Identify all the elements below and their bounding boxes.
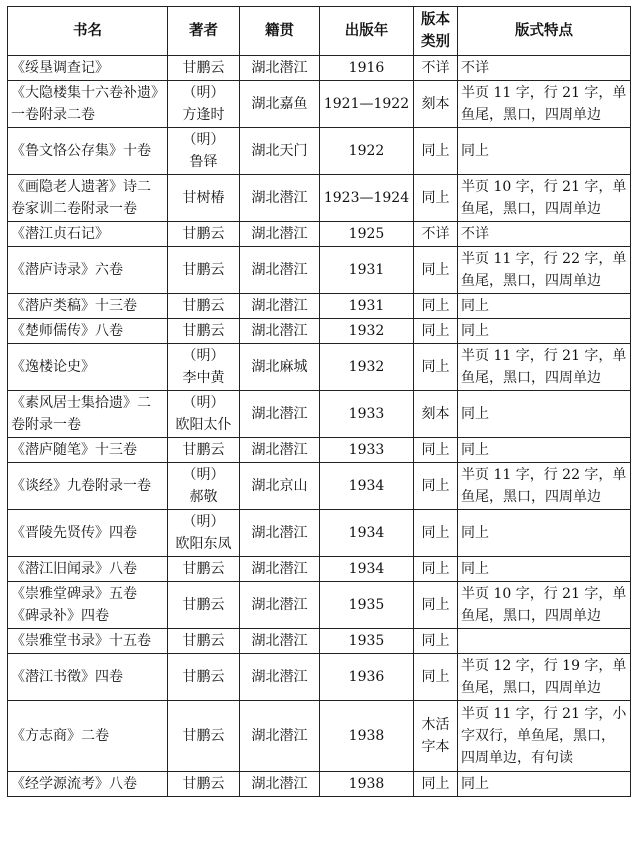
cell-title: 《谈经》九卷附录一卷: [8, 463, 168, 510]
cell-year: 1921—1922: [320, 81, 414, 128]
table-header-row: [8, 7, 631, 56]
cell-edition: 同上: [414, 463, 458, 510]
cell-format: 同上: [458, 294, 631, 319]
table-row: [8, 438, 631, 463]
cell-author-dynasty: （明）: [182, 85, 225, 101]
cell-origin: 湖北麻城: [240, 344, 320, 391]
cell-title: 《潜庐随笔》十三卷: [8, 438, 168, 463]
cell-edition: 同上: [414, 128, 458, 175]
header-title: 书名: [8, 7, 168, 56]
cell-author: 甘鹏云: [168, 629, 240, 654]
table-row: [8, 319, 631, 344]
cell-author-dynasty: （明）: [182, 514, 225, 530]
cell-format: 同上: [458, 391, 631, 438]
cell-year: 1936: [320, 654, 414, 701]
cell-edition: 木活字本: [414, 701, 458, 772]
cell-origin: 湖北嘉鱼: [240, 81, 320, 128]
cell-edition: 同上: [414, 344, 458, 391]
cell-edition: 同上: [414, 319, 458, 344]
cell-author: [168, 344, 240, 391]
header-author: 著者: [168, 7, 240, 56]
cell-year: 1933: [320, 391, 414, 438]
table-row: [8, 557, 631, 582]
cell-year: 1925: [320, 222, 414, 247]
cell-author-dynasty: （明）: [182, 348, 225, 364]
cell-year: 1935: [320, 629, 414, 654]
cell-year: 1922: [320, 128, 414, 175]
cell-edition: 同上: [414, 629, 458, 654]
cell-year: 1938: [320, 772, 414, 797]
cell-author-name: 李中黄: [182, 370, 225, 386]
table-row: [8, 654, 631, 701]
cell-edition: 同上: [414, 582, 458, 629]
cell-origin: 湖北潜江: [240, 582, 320, 629]
cell-year: 1938: [320, 701, 414, 772]
cell-origin: 湖北潜江: [240, 294, 320, 319]
cell-origin: 湖北潜江: [240, 175, 320, 222]
cell-title: 《大隐楼集十六卷补遗》一卷附录二卷: [8, 81, 168, 128]
cell-origin: 湖北天门: [240, 128, 320, 175]
table-row: [8, 56, 631, 81]
cell-author-name: 欧阳太仆: [175, 417, 232, 433]
cell-edition: 同上: [414, 438, 458, 463]
cell-edition: 同上: [414, 557, 458, 582]
table-body: [8, 56, 631, 797]
cell-format: 半页 11 字，行 21 字，单鱼尾，黑口，四周单边: [458, 81, 631, 128]
cell-origin: 湖北潜江: [240, 557, 320, 582]
cell-format: 不详: [458, 222, 631, 247]
table-row: [8, 81, 631, 128]
table-row: [8, 128, 631, 175]
cell-author-name: 欧阳东凤: [175, 536, 232, 552]
cell-origin: 湖北潜江: [240, 510, 320, 557]
table-row: [8, 222, 631, 247]
cell-author: 甘鹏云: [168, 438, 240, 463]
header-format: 版式特点: [458, 7, 631, 56]
cell-format: 同上: [458, 557, 631, 582]
cell-year: 1931: [320, 247, 414, 294]
cell-author-dynasty: （明）: [182, 467, 225, 483]
cell-year: 1934: [320, 463, 414, 510]
cell-origin: 湖北潜江: [240, 247, 320, 294]
cell-origin: 湖北潜江: [240, 438, 320, 463]
cell-edition: 刻本: [414, 81, 458, 128]
cell-format: 不详: [458, 56, 631, 81]
cell-format: 半页 10 字，行 21 字，单鱼尾，黑口，四周单边: [458, 175, 631, 222]
cell-title: 《方志商》二卷: [8, 701, 168, 772]
cell-author: 甘鹏云: [168, 772, 240, 797]
cell-title: 《崇雅堂书录》十五卷: [8, 629, 168, 654]
cell-title: 《潜江书徵》四卷: [8, 654, 168, 701]
cell-origin: 湖北京山: [240, 463, 320, 510]
cell-title: 《潜江旧闻录》八卷: [8, 557, 168, 582]
cell-author: 甘鹏云: [168, 654, 240, 701]
cell-year: 1931: [320, 294, 414, 319]
cell-title: 《画隐老人遗著》诗二卷家训二卷附录一卷: [8, 175, 168, 222]
cell-author: 甘鹏云: [168, 557, 240, 582]
cell-edition: 同上: [414, 654, 458, 701]
cell-origin: 湖北潜江: [240, 654, 320, 701]
cell-format: 半页 11 字，行 21 字，小字双行，单鱼尾，黑口，四周单边，有句读: [458, 701, 631, 772]
cell-format: 同上: [458, 510, 631, 557]
cell-edition: 同上: [414, 772, 458, 797]
cell-format: 半页 11 字，行 22 字，单鱼尾，黑口，四周单边: [458, 247, 631, 294]
table-row: [8, 463, 631, 510]
cell-origin: 湖北潜江: [240, 772, 320, 797]
cell-format: 半页 11 字，行 22 字，单鱼尾，黑口，四周单边: [458, 463, 631, 510]
cell-author: 甘鹏云: [168, 56, 240, 81]
cell-year: 1932: [320, 319, 414, 344]
table-row: [8, 294, 631, 319]
cell-author-dynasty: （明）: [182, 132, 225, 148]
cell-edition: 同上: [414, 510, 458, 557]
cell-author: [168, 510, 240, 557]
cell-year: 1923—1924: [320, 175, 414, 222]
cell-edition: 不详: [414, 56, 458, 81]
table-row: [8, 391, 631, 438]
cell-title: 《绥垦调查记》: [8, 56, 168, 81]
cell-origin: 湖北潜江: [240, 222, 320, 247]
cell-author: [168, 81, 240, 128]
cell-year: 1932: [320, 344, 414, 391]
cell-author: [168, 391, 240, 438]
table-row: [8, 582, 631, 629]
cell-origin: 湖北潜江: [240, 391, 320, 438]
cell-edition: 同上: [414, 247, 458, 294]
header-origin: 籍贯: [240, 7, 320, 56]
cell-title: 《潜庐类稿》十三卷: [8, 294, 168, 319]
cell-edition: 不详: [414, 222, 458, 247]
cell-format: 半页 11 字，行 21 字，单鱼尾，黑口，四周单边: [458, 344, 631, 391]
cell-author: 甘鹏云: [168, 294, 240, 319]
cell-title: 《逸楼论史》: [8, 344, 168, 391]
cell-author: 甘鹏云: [168, 701, 240, 772]
cell-title: 《潜庐诗录》六卷: [8, 247, 168, 294]
table-row: [8, 701, 631, 772]
cell-year: 1916: [320, 56, 414, 81]
cell-title: 《鲁文恪公存集》十卷: [8, 128, 168, 175]
cell-year: 1934: [320, 557, 414, 582]
table-row: [8, 247, 631, 294]
cell-title: 《晋陵先贤传》四卷: [8, 510, 168, 557]
cell-origin: 湖北潜江: [240, 701, 320, 772]
cell-edition: 同上: [414, 294, 458, 319]
cell-author: [168, 128, 240, 175]
cell-title: 《潜江贞石记》: [8, 222, 168, 247]
cell-author: 甘鹏云: [168, 222, 240, 247]
cell-author-name: 方逢时: [182, 107, 225, 123]
cell-format: 同上: [458, 128, 631, 175]
table-row: [8, 175, 631, 222]
cell-format: 半页 12 字，行 19 字，单鱼尾，黑口，四周单边: [458, 654, 631, 701]
cell-author: 甘鹏云: [168, 582, 240, 629]
cell-title: 《经学源流考》八卷: [8, 772, 168, 797]
cell-origin: 湖北潜江: [240, 319, 320, 344]
table-row: [8, 344, 631, 391]
cell-author-dynasty: （明）: [182, 395, 225, 411]
cell-title: 《素风居士集拾遗》二卷附录一卷: [8, 391, 168, 438]
cell-title: 《楚师儒传》八卷: [8, 319, 168, 344]
table-row: [8, 772, 631, 797]
cell-author: 甘鹏云: [168, 247, 240, 294]
cell-format: 半页 10 字，行 21 字，单鱼尾，黑口，四周单边: [458, 582, 631, 629]
cell-origin: 湖北潜江: [240, 629, 320, 654]
cell-format: 同上: [458, 319, 631, 344]
cell-author: 甘鹏云: [168, 319, 240, 344]
cell-author: [168, 463, 240, 510]
book-table: [7, 6, 631, 797]
cell-format: 同上: [458, 772, 631, 797]
cell-author: 甘树椿: [168, 175, 240, 222]
header-year: 出版年: [320, 7, 414, 56]
table-row: [8, 510, 631, 557]
cell-edition: 刻本: [414, 391, 458, 438]
header-edition-line2: 类别: [421, 34, 450, 50]
cell-author-name: 郝敬: [189, 489, 218, 505]
header-edition-line1: 版本: [421, 12, 450, 28]
table-row: [8, 629, 631, 654]
header-edition: [414, 7, 458, 56]
cell-year: 1934: [320, 510, 414, 557]
cell-edition: 同上: [414, 175, 458, 222]
cell-origin: 湖北潜江: [240, 56, 320, 81]
cell-author-name: 鲁铎: [189, 154, 218, 170]
cell-format: 同上: [458, 438, 631, 463]
cell-year: 1933: [320, 438, 414, 463]
cell-year: 1935: [320, 582, 414, 629]
cell-title: 《崇雅堂碑录》五卷《碑录补》四卷: [8, 582, 168, 629]
cell-format: [458, 629, 631, 654]
